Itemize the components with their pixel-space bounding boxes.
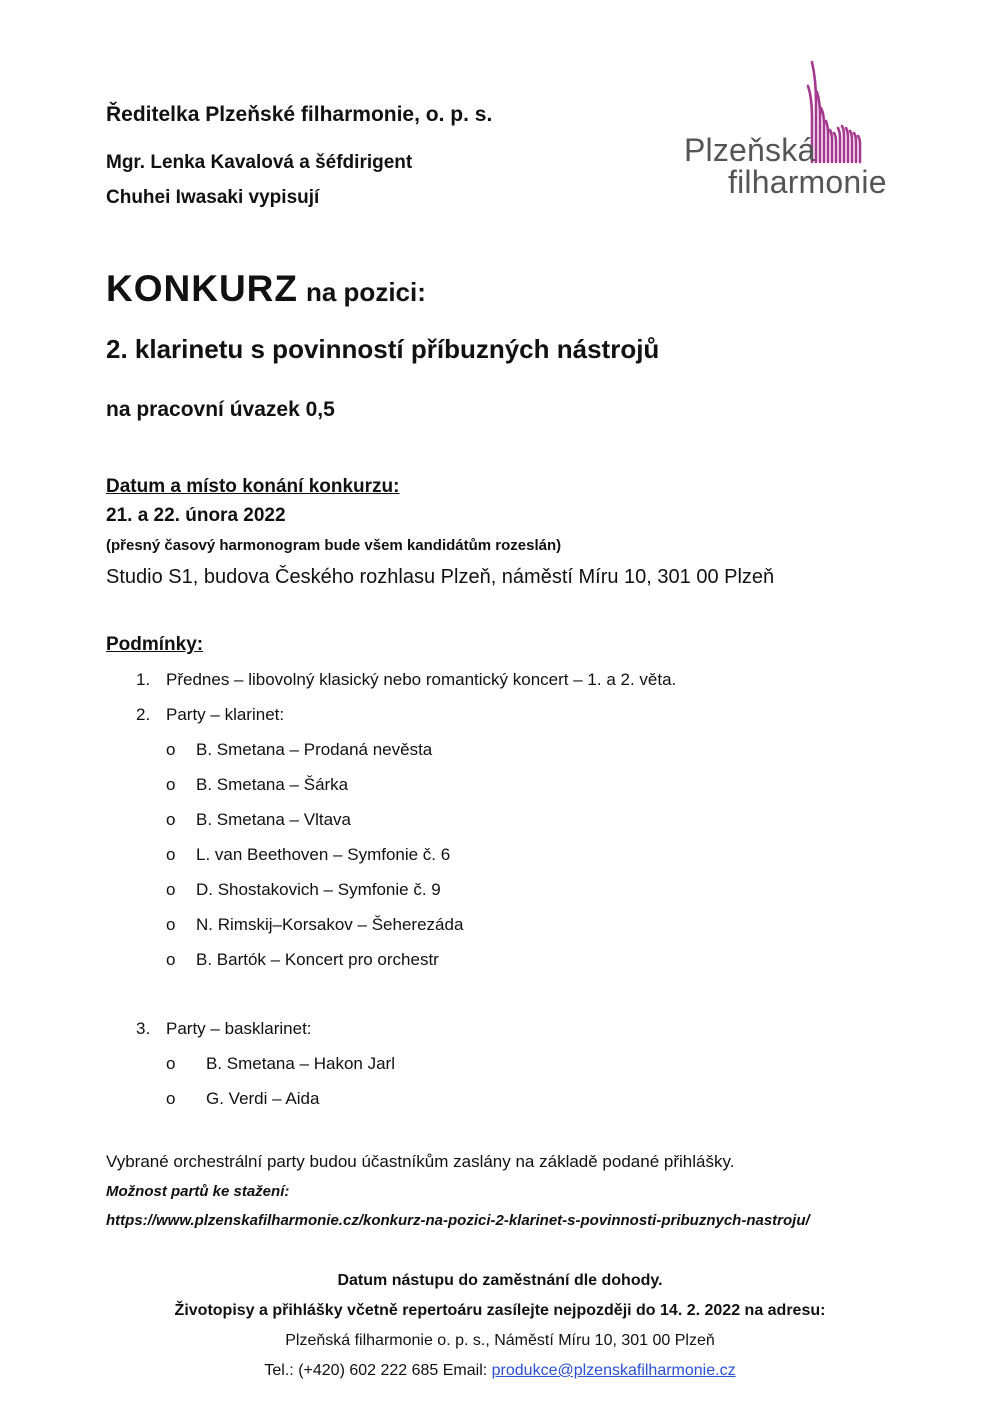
conditions-heading: Podmínky: [106, 634, 204, 655]
sub-item-clarinet-5: D. Shostakovich – Symfonie č. 9 [196, 880, 441, 899]
start-date-text: Datum nástupu do zaměstnání dle dohody. [337, 1272, 663, 1289]
list-number-1: 1. [136, 670, 151, 689]
audition-place: Studio S1, budova Českého rozhlasu Plzeň, náměstí Míru 10, 301 00 Plzeň [106, 566, 775, 588]
bullet-icon: o [166, 880, 176, 899]
bullet-icon: o [166, 775, 176, 794]
list-item-3: Party – basklarinet: [166, 1019, 312, 1038]
header-line-1: Ředitelka Plzeňské filharmonie, o. p. s. [106, 103, 493, 126]
bullet-icon: o [166, 950, 176, 969]
workload-text: na pracovní úvazek 0,5 [106, 398, 335, 421]
sub-item-clarinet-7: B. Bartók – Koncert pro orchestr [196, 950, 439, 969]
philharmonic-logo [676, 58, 886, 200]
audition-date: 21. a 22. února 2022 [106, 505, 286, 526]
send-instructions: Životopisy a přihlášky včetně repertoáru zasílejte nejpozději do 14. 2. 2022 na adresu: [174, 1302, 826, 1319]
bullet-icon: o [166, 845, 176, 864]
parts-info: Vybrané orchestrální party budou účastníkům zaslány na základě podané přihlášky. [106, 1152, 735, 1171]
sub-item-bassclarinet-2: G. Verdi – Aida [206, 1089, 320, 1108]
sub-item-clarinet-4: L. van Beethoven – Symfonie č. 6 [196, 845, 451, 864]
schedule-note: (přesný časový harmonogram bude všem kandidátům rozeslán) [106, 537, 562, 554]
list-number-3: 3. [136, 1019, 151, 1038]
list-number-2: 2. [136, 705, 151, 724]
bullet-icon: o [166, 915, 176, 934]
address-text: Plzeňská filharmonie o. p. s., Náměstí Míru 10, 301 00 Plzeň [285, 1332, 715, 1349]
list-item-1: Přednes – libovolný klasický nebo romantický koncert – 1. a 2. věta. [166, 670, 677, 689]
sub-item-clarinet-1: B. Smetana – Prodaná nevěsta [196, 740, 433, 759]
sub-item-clarinet-2: B. Smetana – Šárka [196, 775, 349, 794]
title-na-pozici: na pozici: [305, 277, 426, 307]
title-konkurz: KONKURZ [106, 268, 298, 309]
bullet-icon: o [166, 1089, 176, 1108]
bullet-icon: o [166, 810, 176, 829]
contact-phone: Tel.: (+420) 602 222 685 Email: [264, 1362, 492, 1379]
list-item-2: Party – klarinet: [166, 705, 285, 724]
email-link[interactable]: produkce@plzenskafilharmonie.cz [491, 1362, 736, 1379]
sub-item-clarinet-3: B. Smetana – Vltava [196, 810, 351, 829]
position-title: 2. klarinetu s povinností příbuzných nástrojů [106, 334, 660, 364]
bullet-icon: o [166, 740, 176, 759]
logo-text-line-1: Plzeňská [684, 132, 816, 168]
bullet-icon: o [166, 1054, 176, 1073]
download-url[interactable]: https://www.plzenskafilharmonie.cz/konkurz-na-pozici-2-klarinet-s-povinnosti-pribuznych-nastroju/ [106, 1212, 810, 1229]
sub-item-clarinet-6: N. Rimskij–Korsakov – Šeherezáda [196, 915, 464, 934]
header-line-3: Chuhei Iwasaki vypisují [106, 187, 320, 208]
logo-text-line-2: filharmonie [728, 164, 887, 200]
download-label: Možnost partů ke stažení: [106, 1183, 290, 1200]
title-heading [106, 268, 426, 310]
sub-item-bassclarinet-1: B. Smetana – Hakon Jarl [206, 1054, 395, 1073]
header-line-2: Mgr. Lenka Kavalová a šéfdirigent [106, 152, 413, 173]
contact-line [0, 1362, 1000, 1380]
date-place-heading: Datum a místo konání konkurzu: [106, 476, 400, 497]
